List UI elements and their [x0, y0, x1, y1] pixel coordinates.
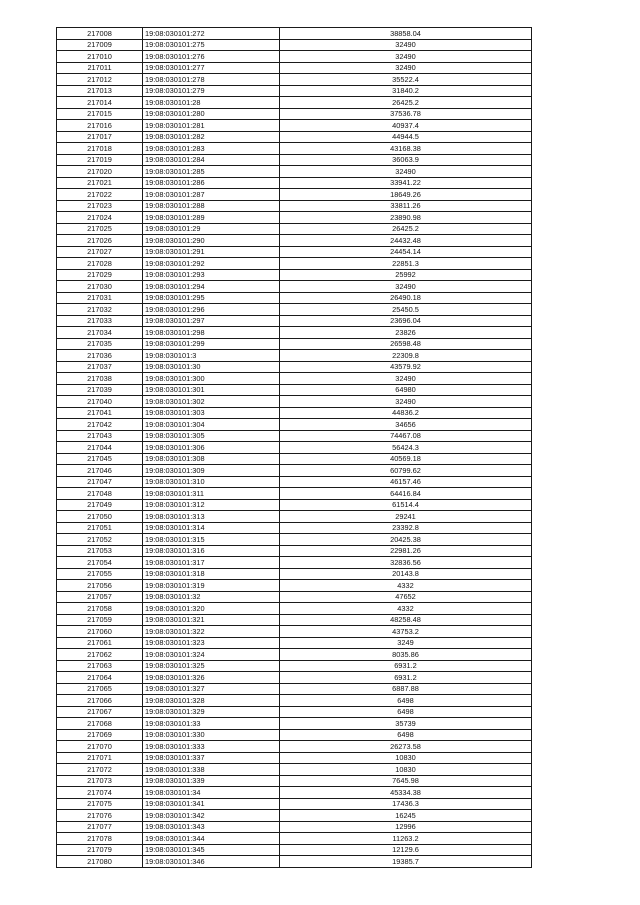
record-number-cell: 217035 — [57, 338, 143, 350]
cadastral-number-cell: 19:08:030101:318 — [143, 568, 280, 580]
record-number-cell: 217014 — [57, 97, 143, 109]
table-row — [57, 407, 532, 419]
table-row — [57, 695, 532, 707]
table-row — [57, 787, 532, 799]
cadastral-number-cell: 19:08:030101:322 — [143, 626, 280, 638]
record-number-cell: 217073 — [57, 775, 143, 787]
table-row — [57, 281, 532, 293]
value-cell: 64416.84 — [280, 488, 532, 500]
value-cell: 32836.56 — [280, 557, 532, 569]
value-cell: 40569.18 — [280, 453, 532, 465]
record-number-cell: 217021 — [57, 177, 143, 189]
value-cell: 26273.58 — [280, 741, 532, 753]
table-row — [57, 85, 532, 97]
record-number-cell: 217019 — [57, 154, 143, 166]
record-number-cell: 217072 — [57, 764, 143, 776]
record-number-cell: 217041 — [57, 407, 143, 419]
cadastral-number-cell: 19:08:030101:272 — [143, 28, 280, 40]
cadastral-number-cell: 19:08:030101:293 — [143, 269, 280, 281]
value-cell: 17436.3 — [280, 798, 532, 810]
table-row — [57, 683, 532, 695]
record-number-cell: 217044 — [57, 442, 143, 454]
table-row — [57, 258, 532, 270]
table-row — [57, 304, 532, 316]
cadastral-number-cell: 19:08:030101:292 — [143, 258, 280, 270]
table-row — [57, 108, 532, 120]
table-row — [57, 177, 532, 189]
value-cell: 6498 — [280, 706, 532, 718]
cadastral-number-cell: 19:08:030101:338 — [143, 764, 280, 776]
value-cell: 48258.48 — [280, 614, 532, 626]
value-cell: 10830 — [280, 764, 532, 776]
table-row — [57, 821, 532, 833]
value-cell: 23826 — [280, 327, 532, 339]
table-row — [57, 97, 532, 109]
record-number-cell: 217056 — [57, 580, 143, 592]
record-number-cell: 217009 — [57, 39, 143, 51]
cadastral-number-cell: 19:08:030101:317 — [143, 557, 280, 569]
cadastral-number-cell: 19:08:030101:324 — [143, 649, 280, 661]
table-row — [57, 166, 532, 178]
table-row — [57, 568, 532, 580]
table-row — [57, 361, 532, 373]
table-row — [57, 223, 532, 235]
cadastral-number-cell: 19:08:030101:281 — [143, 120, 280, 132]
record-number-cell: 217028 — [57, 258, 143, 270]
record-number-cell: 217051 — [57, 522, 143, 534]
record-number-cell: 217026 — [57, 235, 143, 247]
cadastral-number-cell: 19:08:030101:28 — [143, 97, 280, 109]
table-row — [57, 718, 532, 730]
record-number-cell: 217040 — [57, 396, 143, 408]
cadastral-number-cell: 19:08:030101:283 — [143, 143, 280, 155]
table-body — [57, 28, 532, 868]
cadastral-number-cell: 19:08:030101:285 — [143, 166, 280, 178]
record-number-cell: 217034 — [57, 327, 143, 339]
value-cell: 6887.88 — [280, 683, 532, 695]
table-row — [57, 131, 532, 143]
table-row — [57, 154, 532, 166]
value-cell: 61514.4 — [280, 499, 532, 511]
value-cell: 32490 — [280, 166, 532, 178]
record-number-cell: 217078 — [57, 833, 143, 845]
value-cell: 44944.5 — [280, 131, 532, 143]
table-row — [57, 200, 532, 212]
value-cell: 19385.7 — [280, 856, 532, 868]
cadastral-number-cell: 19:08:030101:310 — [143, 476, 280, 488]
record-number-cell: 217008 — [57, 28, 143, 40]
record-number-cell: 217031 — [57, 292, 143, 304]
cadastral-number-cell: 19:08:030101:345 — [143, 844, 280, 856]
record-number-cell: 217052 — [57, 534, 143, 546]
cadastral-number-cell: 19:08:030101:326 — [143, 672, 280, 684]
cadastral-number-cell: 19:08:030101:295 — [143, 292, 280, 304]
cadastral-number-cell: 19:08:030101:309 — [143, 465, 280, 477]
value-cell: 35522.4 — [280, 74, 532, 86]
record-number-cell: 217045 — [57, 453, 143, 465]
record-number-cell: 217012 — [57, 74, 143, 86]
table-row — [57, 373, 532, 385]
cadastral-number-cell: 19:08:030101:286 — [143, 177, 280, 189]
record-number-cell: 217010 — [57, 51, 143, 63]
value-cell: 6931.2 — [280, 672, 532, 684]
value-cell: 26425.2 — [280, 223, 532, 235]
record-number-cell: 217013 — [57, 85, 143, 97]
cadastral-number-cell: 19:08:030101:337 — [143, 752, 280, 764]
value-cell: 22981.26 — [280, 545, 532, 557]
cadastral-number-cell: 19:08:030101:29 — [143, 223, 280, 235]
value-cell: 23696.04 — [280, 315, 532, 327]
table-row — [57, 557, 532, 569]
cadastral-number-cell: 19:08:030101:311 — [143, 488, 280, 500]
value-cell: 60799.62 — [280, 465, 532, 477]
table-row — [57, 499, 532, 511]
cadastral-number-cell: 19:08:030101:32 — [143, 591, 280, 603]
value-cell: 12996 — [280, 821, 532, 833]
value-cell: 24432.48 — [280, 235, 532, 247]
cadastral-number-cell: 19:08:030101:282 — [143, 131, 280, 143]
record-number-cell: 217025 — [57, 223, 143, 235]
record-number-cell: 217075 — [57, 798, 143, 810]
cadastral-number-cell: 19:08:030101:280 — [143, 108, 280, 120]
table-row — [57, 476, 532, 488]
table-row — [57, 775, 532, 787]
cadastral-number-cell: 19:08:030101:289 — [143, 212, 280, 224]
value-cell: 23392.8 — [280, 522, 532, 534]
value-cell: 56424.3 — [280, 442, 532, 454]
value-cell: 29241 — [280, 511, 532, 523]
table-row — [57, 384, 532, 396]
cadastral-number-cell: 19:08:030101:299 — [143, 338, 280, 350]
value-cell: 26425.2 — [280, 97, 532, 109]
value-cell: 16245 — [280, 810, 532, 822]
value-cell: 26598.48 — [280, 338, 532, 350]
table-row — [57, 212, 532, 224]
table-row — [57, 453, 532, 465]
cadastral-number-cell: 19:08:030101:284 — [143, 154, 280, 166]
cadastral-number-cell: 19:08:030101:301 — [143, 384, 280, 396]
record-number-cell: 217080 — [57, 856, 143, 868]
table-row — [57, 660, 532, 672]
cadastral-number-cell: 19:08:030101:294 — [143, 281, 280, 293]
cadastral-number-cell: 19:08:030101:316 — [143, 545, 280, 557]
record-number-cell: 217064 — [57, 672, 143, 684]
value-cell: 46157.46 — [280, 476, 532, 488]
cadastral-number-cell: 19:08:030101:34 — [143, 787, 280, 799]
record-number-cell: 217061 — [57, 637, 143, 649]
table-row — [57, 39, 532, 51]
cadastral-number-cell: 19:08:030101:276 — [143, 51, 280, 63]
cadastral-number-cell: 19:08:030101:296 — [143, 304, 280, 316]
cadastral-number-cell: 19:08:030101:30 — [143, 361, 280, 373]
record-number-cell: 217068 — [57, 718, 143, 730]
table-row — [57, 51, 532, 63]
table-row — [57, 580, 532, 592]
table-row — [57, 120, 532, 132]
table-row — [57, 338, 532, 350]
cadastral-number-cell: 19:08:030101:333 — [143, 741, 280, 753]
table-row — [57, 327, 532, 339]
table-row — [57, 591, 532, 603]
value-cell: 74467.08 — [280, 430, 532, 442]
cadastral-number-cell: 19:08:030101:290 — [143, 235, 280, 247]
table-row — [57, 246, 532, 258]
cadastral-number-cell: 19:08:030101:341 — [143, 798, 280, 810]
value-cell: 35739 — [280, 718, 532, 730]
table-row — [57, 522, 532, 534]
table-row — [57, 488, 532, 500]
record-number-cell: 217046 — [57, 465, 143, 477]
value-cell: 43753.2 — [280, 626, 532, 638]
record-number-cell: 217053 — [57, 545, 143, 557]
value-cell: 32490 — [280, 396, 532, 408]
value-cell: 24454.14 — [280, 246, 532, 258]
record-number-cell: 217079 — [57, 844, 143, 856]
table-row — [57, 511, 532, 523]
value-cell: 25450.5 — [280, 304, 532, 316]
value-cell: 43579.92 — [280, 361, 532, 373]
cadastral-number-cell: 19:08:030101:344 — [143, 833, 280, 845]
record-number-cell: 217059 — [57, 614, 143, 626]
record-number-cell: 217047 — [57, 476, 143, 488]
cadastral-number-cell: 19:08:030101:305 — [143, 430, 280, 442]
value-cell: 25992 — [280, 269, 532, 281]
table-row — [57, 419, 532, 431]
record-number-cell: 217038 — [57, 373, 143, 385]
record-number-cell: 217071 — [57, 752, 143, 764]
record-number-cell: 217070 — [57, 741, 143, 753]
cadastral-number-cell: 19:08:030101:287 — [143, 189, 280, 201]
cadastral-number-cell: 19:08:030101:300 — [143, 373, 280, 385]
value-cell: 33811.26 — [280, 200, 532, 212]
record-number-cell: 217020 — [57, 166, 143, 178]
value-cell: 32490 — [280, 39, 532, 51]
table-row — [57, 545, 532, 557]
value-cell: 38858.04 — [280, 28, 532, 40]
record-number-cell: 217039 — [57, 384, 143, 396]
record-number-cell: 217016 — [57, 120, 143, 132]
cadastral-number-cell: 19:08:030101:320 — [143, 603, 280, 615]
table-row — [57, 649, 532, 661]
record-number-cell: 217050 — [57, 511, 143, 523]
cadastral-number-cell: 19:08:030101:319 — [143, 580, 280, 592]
cadastral-number-cell: 19:08:030101:314 — [143, 522, 280, 534]
record-number-cell: 217069 — [57, 729, 143, 741]
value-cell: 45334.38 — [280, 787, 532, 799]
value-cell: 34656 — [280, 419, 532, 431]
record-number-cell: 217024 — [57, 212, 143, 224]
table-row — [57, 856, 532, 868]
table-row — [57, 672, 532, 684]
table-row — [57, 315, 532, 327]
table-row — [57, 752, 532, 764]
value-cell: 10830 — [280, 752, 532, 764]
cadastral-number-cell: 19:08:030101:343 — [143, 821, 280, 833]
cadastral-number-cell: 19:08:030101:33 — [143, 718, 280, 730]
record-number-cell: 217076 — [57, 810, 143, 822]
cadastral-number-cell: 19:08:030101:302 — [143, 396, 280, 408]
value-cell: 47652 — [280, 591, 532, 603]
table-row — [57, 626, 532, 638]
record-number-cell: 217029 — [57, 269, 143, 281]
record-number-cell: 217036 — [57, 350, 143, 362]
cadastral-number-cell: 19:08:030101:303 — [143, 407, 280, 419]
cadastral-number-cell: 19:08:030101:312 — [143, 499, 280, 511]
table-row — [57, 350, 532, 362]
cadastral-number-cell: 19:08:030101:315 — [143, 534, 280, 546]
value-cell: 8035.86 — [280, 649, 532, 661]
record-number-cell: 217015 — [57, 108, 143, 120]
cadastral-number-cell: 19:08:030101:308 — [143, 453, 280, 465]
record-number-cell: 217037 — [57, 361, 143, 373]
record-number-cell: 217058 — [57, 603, 143, 615]
cadastral-number-cell: 19:08:030101:342 — [143, 810, 280, 822]
cadastral-table — [56, 27, 532, 868]
value-cell: 22851.3 — [280, 258, 532, 270]
table-row — [57, 465, 532, 477]
cadastral-number-cell: 19:08:030101:313 — [143, 511, 280, 523]
cadastral-number-cell: 19:08:030101:304 — [143, 419, 280, 431]
value-cell: 32490 — [280, 373, 532, 385]
record-number-cell: 217022 — [57, 189, 143, 201]
record-number-cell: 217030 — [57, 281, 143, 293]
record-number-cell: 217033 — [57, 315, 143, 327]
table-row — [57, 810, 532, 822]
value-cell: 4332 — [280, 580, 532, 592]
table-row — [57, 603, 532, 615]
cadastral-number-cell: 19:08:030101:278 — [143, 74, 280, 86]
table-row — [57, 637, 532, 649]
table-row — [57, 143, 532, 155]
value-cell: 6931.2 — [280, 660, 532, 672]
value-cell: 20425.38 — [280, 534, 532, 546]
value-cell: 3249 — [280, 637, 532, 649]
value-cell: 40937.4 — [280, 120, 532, 132]
value-cell: 36063.9 — [280, 154, 532, 166]
record-number-cell: 217018 — [57, 143, 143, 155]
value-cell: 18649.26 — [280, 189, 532, 201]
value-cell: 43168.38 — [280, 143, 532, 155]
cadastral-number-cell: 19:08:030101:279 — [143, 85, 280, 97]
record-number-cell: 217060 — [57, 626, 143, 638]
record-number-cell: 217062 — [57, 649, 143, 661]
table-row — [57, 62, 532, 74]
record-number-cell: 217067 — [57, 706, 143, 718]
table-row — [57, 292, 532, 304]
cadastral-number-cell: 19:08:030101:298 — [143, 327, 280, 339]
value-cell: 12129.6 — [280, 844, 532, 856]
cadastral-number-cell: 19:08:030101:328 — [143, 695, 280, 707]
value-cell: 6498 — [280, 695, 532, 707]
value-cell: 7645.98 — [280, 775, 532, 787]
table-row — [57, 706, 532, 718]
record-number-cell: 217023 — [57, 200, 143, 212]
cadastral-number-cell: 19:08:030101:3 — [143, 350, 280, 362]
record-number-cell: 217042 — [57, 419, 143, 431]
value-cell: 6498 — [280, 729, 532, 741]
record-number-cell: 217032 — [57, 304, 143, 316]
table-row — [57, 430, 532, 442]
value-cell: 33941.22 — [280, 177, 532, 189]
cadastral-number-cell: 19:08:030101:339 — [143, 775, 280, 787]
value-cell: 26490.18 — [280, 292, 532, 304]
record-number-cell: 217048 — [57, 488, 143, 500]
value-cell: 11263.2 — [280, 833, 532, 845]
table-row — [57, 729, 532, 741]
cadastral-number-cell: 19:08:030101:330 — [143, 729, 280, 741]
table-row — [57, 741, 532, 753]
value-cell: 32490 — [280, 51, 532, 63]
record-number-cell: 217054 — [57, 557, 143, 569]
cadastral-number-cell: 19:08:030101:327 — [143, 683, 280, 695]
record-number-cell: 217065 — [57, 683, 143, 695]
record-number-cell: 217027 — [57, 246, 143, 258]
record-number-cell: 217063 — [57, 660, 143, 672]
record-number-cell: 217017 — [57, 131, 143, 143]
table-row — [57, 442, 532, 454]
table-row — [57, 844, 532, 856]
value-cell: 32490 — [280, 281, 532, 293]
value-cell: 20143.8 — [280, 568, 532, 580]
cadastral-number-cell: 19:08:030101:277 — [143, 62, 280, 74]
table-row — [57, 189, 532, 201]
table-row — [57, 614, 532, 626]
record-number-cell: 217066 — [57, 695, 143, 707]
cadastral-number-cell: 19:08:030101:346 — [143, 856, 280, 868]
record-number-cell: 217057 — [57, 591, 143, 603]
cadastral-number-cell: 19:08:030101:323 — [143, 637, 280, 649]
table-row — [57, 534, 532, 546]
value-cell: 23890.98 — [280, 212, 532, 224]
cadastral-number-cell: 19:08:030101:329 — [143, 706, 280, 718]
table-row — [57, 798, 532, 810]
value-cell: 32490 — [280, 62, 532, 74]
value-cell: 22309.8 — [280, 350, 532, 362]
table-row — [57, 764, 532, 776]
value-cell: 37536.78 — [280, 108, 532, 120]
cadastral-number-cell: 19:08:030101:297 — [143, 315, 280, 327]
record-number-cell: 217043 — [57, 430, 143, 442]
value-cell: 64980 — [280, 384, 532, 396]
table-row — [57, 74, 532, 86]
cadastral-number-cell: 19:08:030101:325 — [143, 660, 280, 672]
table-row — [57, 833, 532, 845]
value-cell: 31840.2 — [280, 85, 532, 97]
cadastral-number-cell: 19:08:030101:306 — [143, 442, 280, 454]
cadastral-number-cell: 19:08:030101:321 — [143, 614, 280, 626]
value-cell: 4332 — [280, 603, 532, 615]
table-row — [57, 28, 532, 40]
value-cell: 44836.2 — [280, 407, 532, 419]
cadastral-number-cell: 19:08:030101:275 — [143, 39, 280, 51]
record-number-cell: 217049 — [57, 499, 143, 511]
table-row — [57, 269, 532, 281]
record-number-cell: 217074 — [57, 787, 143, 799]
cadastral-number-cell: 19:08:030101:288 — [143, 200, 280, 212]
record-number-cell: 217011 — [57, 62, 143, 74]
record-number-cell: 217055 — [57, 568, 143, 580]
table-row — [57, 235, 532, 247]
record-number-cell: 217077 — [57, 821, 143, 833]
table-row — [57, 396, 532, 408]
cadastral-number-cell: 19:08:030101:291 — [143, 246, 280, 258]
